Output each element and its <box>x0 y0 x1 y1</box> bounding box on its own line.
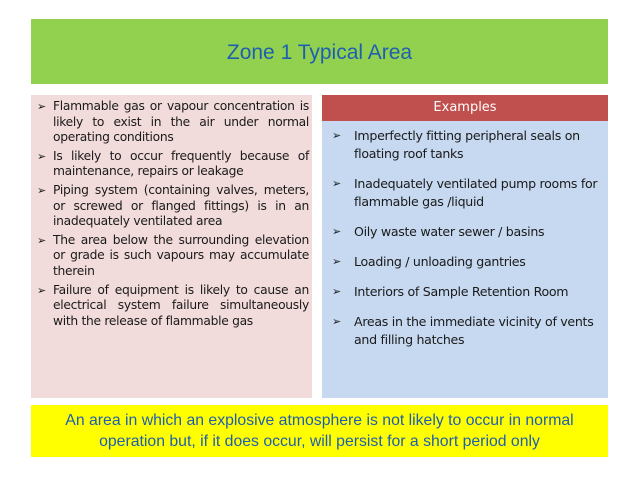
list-item <box>37 183 309 230</box>
conditions-list <box>37 99 309 332</box>
arrow-bullet-icon: ➢ <box>332 285 341 298</box>
examples-panel <box>322 121 608 398</box>
arrow-bullet-icon: ➢ <box>332 129 341 142</box>
examples-list <box>330 127 602 361</box>
list-item-text: Interiors of Sample Retention Room <box>354 284 569 299</box>
list-item <box>330 127 602 163</box>
definition-banner <box>31 405 608 457</box>
arrow-bullet-icon: ➢ <box>332 177 341 190</box>
list-item <box>37 233 309 280</box>
list-item-text: Failure of equipment is likely to cause an electrical system failure simultaneously with the release of flammable gas <box>53 282 309 328</box>
arrow-bullet-icon: ➢ <box>37 149 46 163</box>
arrow-bullet-icon: ➢ <box>37 183 46 197</box>
list-item <box>330 283 602 301</box>
list-item <box>330 223 602 241</box>
list-item <box>37 283 309 330</box>
list-item <box>330 313 602 349</box>
arrow-bullet-icon: ➢ <box>37 283 46 297</box>
arrow-bullet-icon: ➢ <box>332 255 341 268</box>
list-item-text: Is likely to occur frequently because of maintenance, repairs or leakage <box>53 148 309 179</box>
conditions-panel <box>31 95 312 398</box>
list-item <box>330 253 602 271</box>
slide-title: Zone 1 Typical Area <box>226 41 413 64</box>
list-item-text: The area below the surrounding elevation or grade is such vapours may accumulate therein <box>53 232 309 278</box>
list-item-text: Areas in the immediate vicinity of vents and filling hatches <box>354 314 594 347</box>
title-banner <box>31 19 608 84</box>
arrow-bullet-icon: ➢ <box>332 315 341 328</box>
list-item-text: Inadequately ventilated pump rooms for flammable gas /liquid <box>354 176 598 209</box>
arrow-bullet-icon: ➢ <box>37 233 46 247</box>
list-item <box>37 149 309 180</box>
arrow-bullet-icon: ➢ <box>37 100 46 113</box>
list-item-text: Piping system (containing valves, meters, or screwed or flanged fittings) is in an inadequately ventilated area <box>53 182 309 229</box>
list-item <box>37 99 309 146</box>
examples-heading: Examples <box>322 95 608 121</box>
list-item-text: Oily waste water sewer / basins <box>354 224 545 239</box>
list-item-text: Loading / unloading gantries <box>354 254 526 269</box>
definition-text: An area in which an explosive atmosphere is not likely to occur in normal operation but, if it does occur, will persist for a short period only <box>65 412 574 450</box>
list-item-text: Imperfectly fitting peripheral seals on floating roof tanks <box>354 128 580 161</box>
list-item <box>330 175 602 211</box>
list-item-text: Flammable gas or vapour concentration is likely to exist in the air under normal operating conditions <box>53 99 309 145</box>
arrow-bullet-icon: ➢ <box>332 225 341 238</box>
